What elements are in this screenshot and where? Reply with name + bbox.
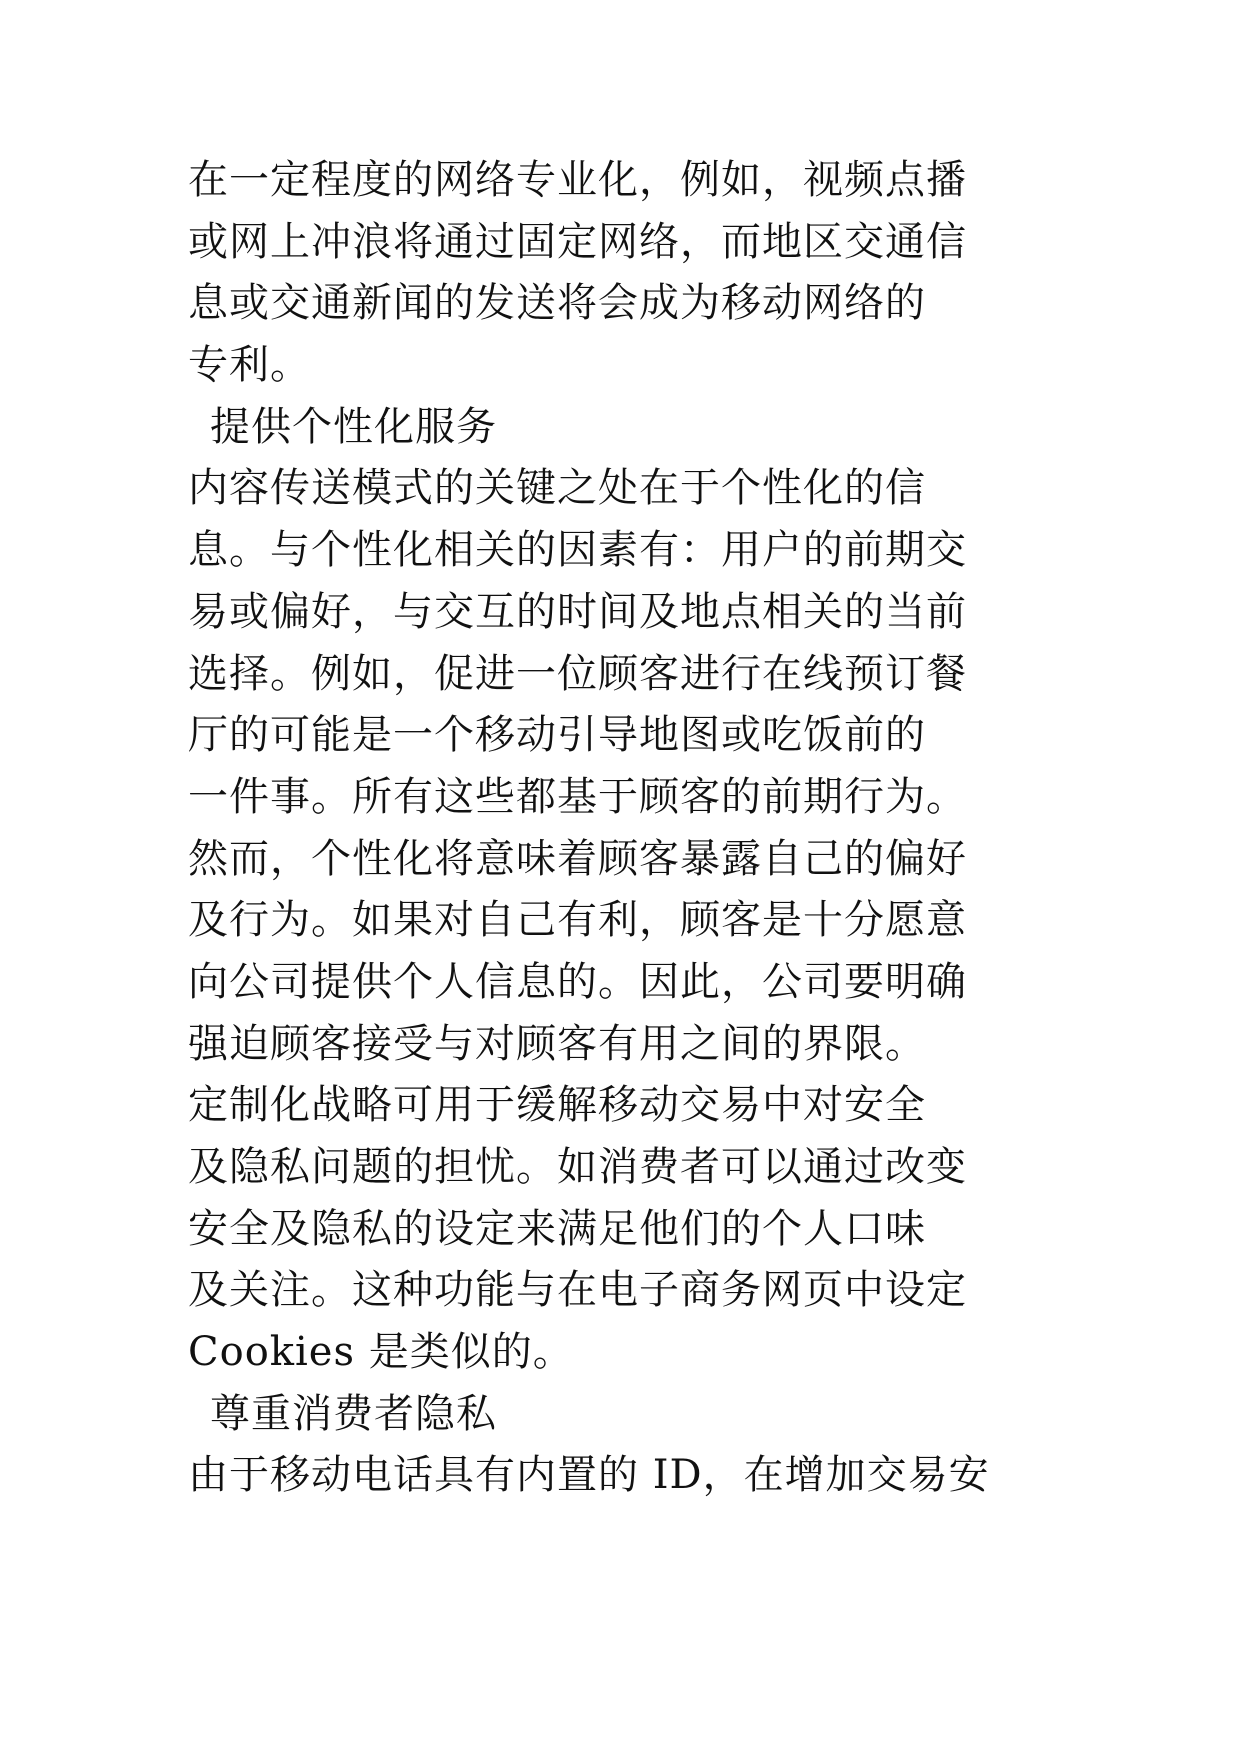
text-line: 定制化战略可用于缓解移动交易中对安全	[188, 1082, 926, 1129]
text-line: 安全及隐私的设定来满足他们的个人口味	[188, 1205, 926, 1252]
body-text	[188, 150, 1088, 1507]
text-line: 厅的可能是一个移动引导地图或吃饭前的	[188, 712, 926, 759]
text-line: 及关注。这种功能与在电子商务网页中设定	[188, 1267, 967, 1314]
text-line: 由于移动电话具有内置的 ID，在增加交易安	[188, 1452, 990, 1499]
text-line: 及隐私问题的担忧。如消费者可以通过改变	[188, 1144, 967, 1190]
text-line: 向公司提供个人信息的。因此，公司要明确	[188, 958, 967, 1005]
text-line: Cookies 是类似的。	[188, 1329, 574, 1376]
text-line: 或网上冲浪将通过固定网络，而地区交通信	[188, 218, 967, 265]
text-line: 强迫顾客接受与对顾客有用之间的界限。	[188, 1020, 926, 1067]
text-line: 在一定程度的网络专业化，例如，视频点播	[188, 157, 967, 203]
text-line: 然而，个性化将意味着顾客暴露自己的偏好	[188, 835, 967, 882]
section-heading-consumer-privacy: 尊重消费者隐私	[210, 1390, 497, 1437]
text-line: 息。与个性化相关的因素有：用户的前期交	[188, 527, 967, 574]
text-line: 及行为。如果对自己有利，顾客是十分愿意	[188, 897, 967, 944]
text-line: 内容传送模式的关键之处在于个性化的信	[188, 465, 926, 512]
text-line: 专利。	[188, 342, 311, 389]
text-line: 一件事。所有这些都基于顾客的前期行为。	[188, 773, 967, 820]
section-heading-personalized-service: 提供个性化服务	[210, 403, 497, 450]
text-line: 选择。例如，促进一位顾客进行在线预订餐	[188, 650, 967, 697]
text-line: 息或交通新闻的发送将会成为移动网络的	[188, 280, 926, 327]
text-line: 易或偏好，与交互的时间及地点相关的当前	[188, 588, 967, 635]
